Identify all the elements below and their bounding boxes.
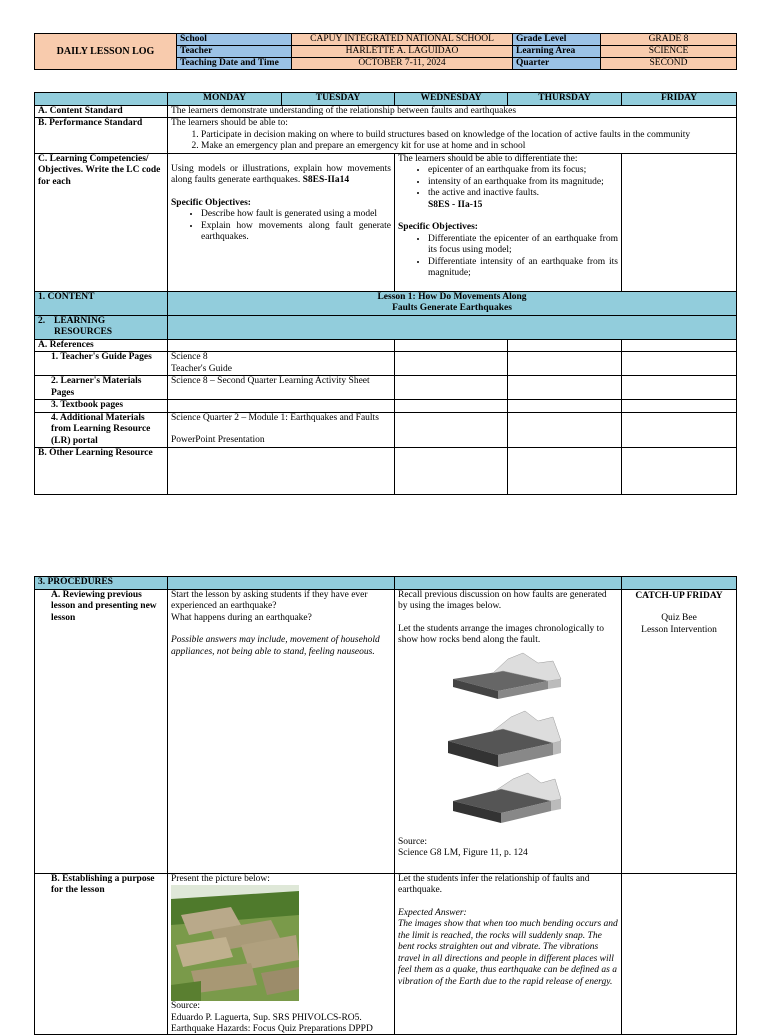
reviewing-monday-1: Start the lesson by asking students if they have ever experienced an earthquake?: [171, 589, 368, 611]
teacher-label: Teacher: [177, 46, 292, 58]
grade-label: Grade Level: [513, 34, 601, 46]
fault-block-diagram: [448, 711, 561, 767]
empty-cell: [622, 448, 737, 495]
references-monday: [168, 339, 395, 352]
reviewing-wednesday-source: Source:: [398, 836, 428, 847]
empty-cell: [508, 352, 622, 376]
purpose-wednesday-2: Expected Answer:: [398, 907, 467, 918]
empty-cell: [395, 352, 508, 376]
date-label: Teaching Date and Time: [177, 58, 292, 70]
empty-cell: [622, 376, 737, 400]
lesson-title: [168, 291, 737, 315]
empty-cell: [395, 376, 508, 400]
additional-materials-monday: [168, 412, 395, 448]
empty-cell: [508, 400, 622, 413]
learning-resources-blank: [168, 315, 737, 339]
day-header-wednesday: WEDNESDAY: [395, 93, 508, 106]
teachers-guide-line2: Teacher's Guide: [171, 363, 232, 374]
purpose-monday-source3: Earthquake Hazards: Focus Quiz Preparations DPPD: [171, 1024, 373, 1034]
school-label: School: [177, 34, 292, 46]
date-value: OCTOBER 7-11, 2024: [292, 58, 513, 70]
specific-objectives-monday-list: [171, 209, 391, 244]
lesson-title-line1: Lesson 1: How Do Movements Along: [377, 291, 527, 302]
competencies-wednesday-code: S8ES - IIa-15: [428, 199, 483, 210]
performance-standard-intro: The learners should be able to:: [171, 118, 288, 128]
reviewing-wednesday-2: Let the students arrange the images chronologically to show how rocks bend along the fault.: [398, 623, 605, 645]
catch-up-friday-1: Quiz Bee: [661, 613, 697, 623]
learning-resources-label: 2. LEARNING RESOURCES: [35, 315, 168, 339]
teachers-guide-label: 1. Teacher's Guide Pages: [35, 352, 168, 376]
empty-cell: [395, 412, 508, 448]
day-header-tuesday: TUESDAY: [282, 93, 395, 106]
competencies-wednesday-intro: The learners should be able to differentiate the:: [398, 153, 578, 164]
reviewing-monday-3: Possible answers may include, movement of household appliances, not being able to stand, feeling nauseous.: [171, 635, 380, 657]
purpose-wednesday: [395, 873, 622, 1035]
reviewing-monday: [168, 589, 395, 873]
teacher-value: HARLETTE A. LAGUIDAO: [292, 46, 513, 58]
performance-standard-label: B. Performance Standard: [35, 118, 168, 154]
empty-cell: [622, 400, 737, 413]
procedures-label: 3. PROCEDURES: [35, 577, 168, 590]
specific-objectives-wednesday: Specific Objectives:: [398, 222, 478, 232]
competency-item: • intensity of an earthquake from its magnitude;: [428, 177, 618, 189]
additional-materials-text: Science Quarter 2 – Module 1: Earthquakes and Faults: [171, 412, 379, 423]
reviewing-wednesday-source2: Science G8 LM, Figure 11, p. 124: [398, 848, 528, 858]
objective-item: • Explain how movements along fault generate earthquakes.: [201, 221, 391, 244]
competencies-monday: [168, 153, 395, 291]
quarter-label: Quarter: [513, 58, 601, 70]
competencies-wednesday: [395, 153, 622, 291]
performance-standard-item: 2. Make an emergency plan and prepare an emergency kit for use at home and in school: [201, 141, 733, 153]
landslide-photo: [171, 885, 299, 1001]
competencies-monday-desc: Using models or illustrations, explain how movements along faults generate earthquakes.: [171, 163, 391, 185]
day-header-monday: MONDAY: [168, 93, 282, 106]
catch-up-friday-title: CATCH-UP FRIDAY: [635, 590, 723, 601]
learners-materials-label: 2. Learner's Materials Pages: [35, 376, 168, 400]
empty-cell: [508, 376, 622, 400]
area-value: SCIENCE: [601, 46, 737, 58]
lesson-title-line2: Faults Generate Earthquakes: [392, 303, 512, 313]
empty-cell: [622, 873, 737, 1035]
empty-cell: [168, 448, 395, 495]
procedures-table: [34, 576, 737, 1035]
references-thursday: [508, 339, 622, 352]
area-label: Learning Area: [513, 46, 601, 58]
competencies-friday: [622, 153, 737, 291]
specific-objectives-monday: Specific Objectives:: [171, 197, 251, 208]
performance-standard-item: 1. Participate in decision making on where to build structures based on knowledge of the location of active faults in the community: [201, 130, 733, 142]
competencies-wednesday-list: [398, 165, 618, 200]
content-standard-label: A. Content Standard: [35, 105, 168, 118]
empty-cell: [508, 412, 622, 448]
reviewing-label: A. Reviewing previous lesson and presenting new lesson: [35, 589, 168, 873]
school-value: CAPUY INTEGRATED NATIONAL SCHOOL: [292, 34, 513, 46]
objective-item: • Differentiate the epicenter of an earthquake from its focus using model;: [428, 234, 618, 257]
reviewing-wednesday-1: Recall previous discussion on how faults are generated by using the images below.: [398, 589, 607, 611]
competencies-monday-text: [171, 164, 391, 187]
references-friday: [622, 339, 737, 352]
reviewing-wednesday: [395, 589, 622, 873]
header-table: [34, 33, 737, 70]
empty-cell: [622, 352, 737, 376]
textbook-pages-label: 3. Textbook pages: [35, 400, 168, 413]
competency-item: • epicenter of an earthquake from its focus;: [428, 165, 618, 177]
reviewing-friday: [622, 589, 737, 873]
content-standard-text: The learners demonstrate understanding of the relationship between faults and earthquakes: [168, 105, 737, 118]
reviewing-monday-2: What happens during an earthquake?: [171, 612, 312, 623]
competencies-monday-code: S8ES-IIa14: [302, 175, 350, 185]
quarter-value: SECOND: [601, 58, 737, 70]
empty-cell: [622, 412, 737, 448]
purpose-monday-1: Present the picture below:: [171, 873, 270, 884]
performance-standard-cell: [168, 118, 737, 154]
teachers-guide-line1: Science 8: [171, 352, 208, 362]
empty-cell: [622, 577, 737, 590]
empty-cell: [508, 448, 622, 495]
page-title: DAILY LESSON LOG: [35, 34, 177, 70]
day-header-thursday: THURSDAY: [508, 93, 622, 106]
teachers-guide-monday: [168, 352, 395, 376]
objective-item: • Describe how fault is generated using a model: [201, 209, 391, 221]
day-header-friday: FRIDAY: [622, 93, 737, 106]
purpose-wednesday-1: Let the students infer the relationship of faults and earthquake.: [398, 873, 590, 895]
grade-value: GRADE 8: [601, 34, 737, 46]
empty-cell: [168, 400, 395, 413]
day-header-blank: [35, 93, 168, 106]
content-label: 1. CONTENT: [35, 291, 168, 315]
additional-materials-label: 4. Additional Materials from Learning Resource (LR) portal: [35, 412, 168, 448]
other-resources-label: B. Other Learning Resource: [35, 448, 168, 495]
competencies-label: C. Learning Competencies/ Objectives. Write the LC code for each: [35, 153, 168, 291]
purpose-monday-source2: Eduardo P. Laguerta, Sup. SRS PHIVOLCS-RO5.: [171, 1012, 362, 1023]
empty-cell: [168, 577, 395, 590]
learning-resources-text: LEARNING RESOURCES: [54, 315, 113, 337]
purpose-monday-source: Source:: [171, 1001, 201, 1011]
learners-materials-monday: Science 8 – Second Quarter Learning Activity Sheet: [168, 376, 395, 400]
empty-cell: [395, 400, 508, 413]
fault-block-diagram: [453, 653, 561, 699]
fault-block-diagram: [453, 773, 561, 823]
references-wednesday: [395, 339, 508, 352]
lesson-table: [34, 92, 737, 495]
references-label: A. References: [35, 339, 168, 352]
purpose-wednesday-3: The images show that when too much bending occurs and the limit is reached, the rocks will suddenly snap. The bent rocks straighten out and vibrate. The vibrations travel in all directions and people in different places will feel them as a quake, thus earthquake can be defined as a vibration of the Earth due to the rapid release of energy.: [398, 919, 618, 987]
performance-standard-list: [171, 130, 733, 153]
fault-blocks-image: [443, 651, 573, 837]
empty-cell: [395, 577, 622, 590]
purpose-label: B. Establishing a purpose for the lesson: [35, 873, 168, 1035]
additional-materials-text2: PowerPoint Presentation: [171, 435, 265, 445]
purpose-monday: [168, 873, 395, 1035]
catch-up-friday-2: Lesson Intervention: [641, 624, 717, 635]
specific-objectives-wednesday-list: [398, 234, 618, 280]
empty-cell: [395, 448, 508, 495]
competency-item: • the active and inactive faults.: [428, 188, 618, 200]
objective-item: • Differentiate intensity of an earthquake from its magnitude;: [428, 257, 618, 280]
